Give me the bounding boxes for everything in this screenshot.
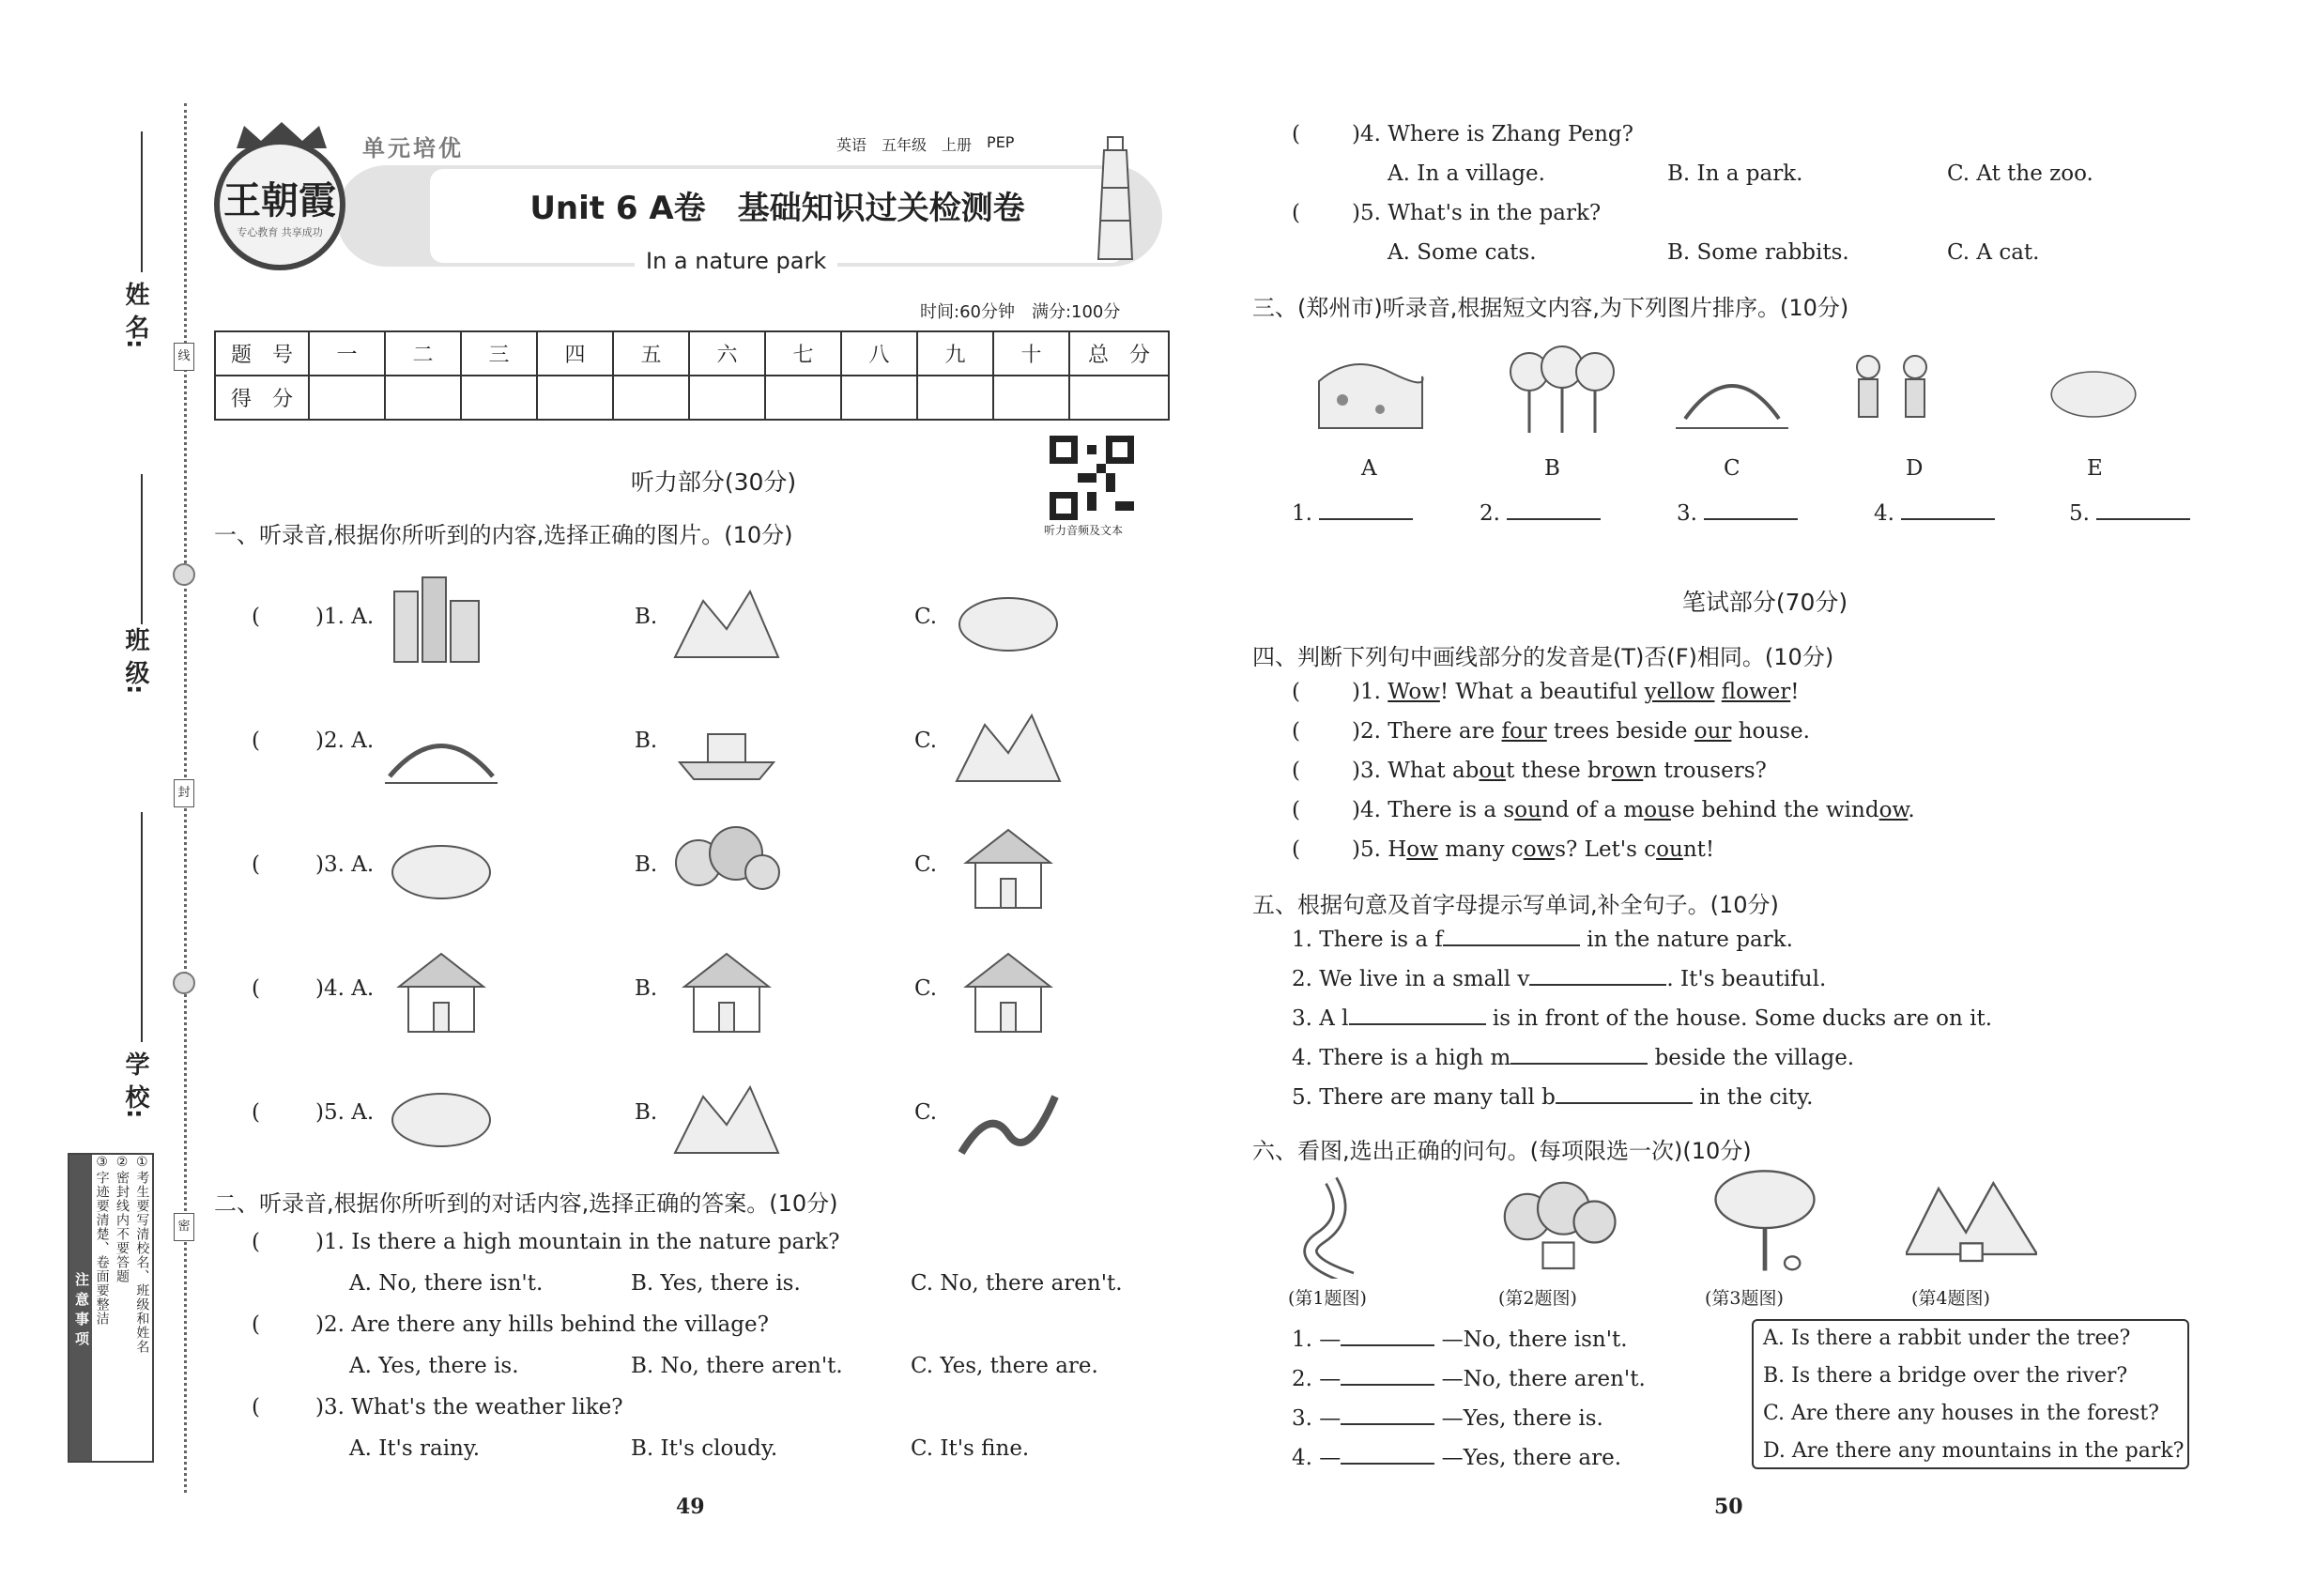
p2-q2-b[interactable]: B. No, there aren't. <box>631 1354 843 1378</box>
sentence-text: 3. A l <box>1292 1006 1349 1031</box>
p6-answer-row[interactable] <box>1292 1327 1628 1352</box>
answer-blank[interactable] <box>1510 1063 1648 1065</box>
part2-instruction: 二、听录音,根据你所听到的对话内容,选择正确的答案。(10分) <box>214 1190 838 1217</box>
p2-q1-b[interactable]: B. Yes, there is. <box>631 1271 801 1296</box>
part4-instruction: 四、判断下列句中画线部分的发音是(T)否(F)相同。(10分) <box>1252 644 1834 670</box>
answer-reply: —No, there aren't. <box>1434 1367 1646 1391</box>
sentence-text: 4. There is a high m <box>1292 1046 1511 1070</box>
score-header-cell: 十 <box>993 331 1069 376</box>
p4-paren: ( <box>1292 837 1300 862</box>
binding-hole-icon <box>173 563 195 586</box>
p2-q2-c[interactable]: C. Yes, there are. <box>911 1354 1098 1378</box>
sentence-text: ! What a beautiful <box>1439 680 1645 704</box>
underlined-part: ou <box>1644 798 1671 822</box>
score-cell[interactable] <box>689 376 765 420</box>
part6-instruction: 六、看图,选出正确的问句。(每项限选一次)(10分) <box>1252 1138 1752 1164</box>
p1-paren: ( <box>252 605 260 629</box>
sentence-text: trees beside <box>1546 719 1694 744</box>
picture-hills-icon <box>670 573 783 667</box>
answer-blank[interactable] <box>1529 984 1666 986</box>
picture-lake-icon <box>385 821 498 914</box>
picture-fish-bowl-icon <box>385 1068 498 1162</box>
score-header-cell: 题 号 <box>215 331 309 376</box>
p6-options-box <box>1752 1319 2189 1469</box>
p6-option-c: C. Are there any houses in the forest? <box>1763 1402 2159 1425</box>
p3-pic-c-bridge <box>1671 344 1793 437</box>
p5-sentence[interactable] <box>1292 1085 1813 1110</box>
p6-caption-3: (第3题图) <box>1705 1288 1784 1309</box>
answer-prefix: 2. — <box>1292 1367 1342 1391</box>
brand-sub: 专心教育 共享成功 <box>237 226 323 238</box>
part5-instruction: 五、根据句意及首字母提示写单词,补全句子。(10分) <box>1252 892 1779 918</box>
score-header-cell: 九 <box>917 331 993 376</box>
p1-option-c[interactable]: C. <box>914 605 938 629</box>
answer-reply: —Yes, there are. <box>1434 1446 1622 1470</box>
score-cell[interactable] <box>841 376 917 420</box>
p5-sentence[interactable] <box>1292 967 1826 991</box>
sentence-text: is in front of the house. Some ducks are on it. <box>1485 1006 1993 1031</box>
score-header-cell: 五 <box>613 331 689 376</box>
p6-caption-1: (第1题图) <box>1288 1288 1367 1309</box>
underlined-part: our <box>1694 719 1732 744</box>
p2-q4-a[interactable]: A. In a village. <box>1388 161 1545 186</box>
notes-title: 注意事项 <box>69 1155 92 1461</box>
score-header-cell: 八 <box>841 331 917 376</box>
p2-q2-paren: ( <box>252 1312 260 1337</box>
series-tag: 单元培优 <box>362 135 464 161</box>
picture-house-icon <box>952 821 1065 914</box>
meta-grade: 五年级 <box>882 136 928 154</box>
p4-paren: ( <box>1292 680 1300 704</box>
p1-option-b[interactable]: B. <box>635 852 658 877</box>
p6-pic4-mountains <box>1906 1164 2037 1279</box>
page-number-left: 49 <box>676 1495 705 1519</box>
p6-pic3-tree-rabbit <box>1699 1164 1831 1279</box>
p2-q5-c[interactable]: C. A cat. <box>1947 240 2040 265</box>
sentence-text: )4. There is a s <box>1352 798 1515 822</box>
underlined-part: ow <box>1878 798 1909 822</box>
p5-sentence[interactable] <box>1292 1006 1992 1031</box>
underlined-part: ou <box>1514 798 1541 822</box>
sentence-text: )5. H <box>1352 837 1407 862</box>
p2-q1[interactable]: )1. Is there a high mountain in the nature park? <box>315 1230 840 1254</box>
binding-hole-icon <box>173 972 195 994</box>
p1-paren: ( <box>252 852 260 877</box>
p6-pic1-river <box>1286 1175 1418 1279</box>
picture-mountain-village-icon <box>670 1068 783 1162</box>
score-header-cell: 四 <box>537 331 613 376</box>
p5-sentence[interactable] <box>1292 928 1793 952</box>
answer-blank[interactable] <box>1341 1384 1434 1386</box>
sentence-text: . It's beautiful. <box>1666 967 1827 991</box>
p1-option-b[interactable]: B. <box>635 976 658 1001</box>
p6-answer-row[interactable] <box>1292 1406 1603 1431</box>
p3-blank-num: 3. <box>1677 501 1697 526</box>
picture-bridge-over-river-icon <box>385 697 498 790</box>
answer-blank[interactable] <box>1556 1102 1693 1104</box>
p1-question-number[interactable]: )5. A. <box>315 1100 375 1125</box>
brand-name: 王朝霞 <box>223 178 336 223</box>
p1-option-c[interactable]: C. <box>914 1100 938 1125</box>
picture-house-with-panda-icon <box>670 944 783 1038</box>
sentence-text: )2. There are <box>1352 719 1502 744</box>
sentence-text: in the city. <box>1692 1085 1814 1110</box>
p2-q3-a[interactable]: A. It's rainy. <box>349 1436 481 1461</box>
meta-edition: PEP <box>987 133 1015 151</box>
sentence-text: . <box>1908 798 1915 822</box>
p3-label-e: E <box>2087 456 2103 481</box>
picture-forest-icon <box>670 821 783 914</box>
answer-blank[interactable] <box>1341 1344 1434 1346</box>
lighthouse-icon <box>1087 131 1143 263</box>
sentence-text: nd of a m <box>1541 798 1645 822</box>
p2-q3-paren: ( <box>252 1395 260 1420</box>
p6-answer-row[interactable] <box>1292 1446 1621 1470</box>
picture-house-with-dog-icon <box>952 944 1065 1038</box>
writing-title: 笔试部分(70分) <box>1681 589 1848 616</box>
qr-caption: 听力音频及文本 <box>1044 524 1124 537</box>
answer-prefix: 3. — <box>1292 1406 1342 1431</box>
p3-label-b: B <box>1544 456 1560 481</box>
score-cell[interactable] <box>613 376 689 420</box>
p1-option-c[interactable]: C. <box>914 976 938 1001</box>
p3-blank-5[interactable] <box>2069 501 2190 526</box>
p3-pic-a-landscape <box>1286 344 1455 437</box>
p3-pic-b-trees <box>1478 344 1647 437</box>
exam-header <box>214 120 1181 278</box>
p1-question-number[interactable]: )2. A. <box>315 729 375 753</box>
exam-title: Unit 6 A卷 基础知识过关检测卷 <box>529 190 1025 227</box>
p6-caption-2: (第2题图) <box>1498 1288 1577 1309</box>
p6-caption-4: (第4题图) <box>1911 1288 1990 1309</box>
picture-house-icon <box>385 944 498 1038</box>
name-label: 姓 名: <box>121 282 149 349</box>
p3-blank-3[interactable] <box>1677 501 1798 526</box>
sentence-text <box>1714 680 1721 704</box>
answer-reply: —No, there isn't. <box>1434 1327 1628 1352</box>
score-table <box>214 330 1170 421</box>
score-cell[interactable] <box>917 376 993 420</box>
p1-option-c[interactable]: C. <box>914 729 938 753</box>
sentence-text: )3. What ab <box>1352 759 1480 783</box>
p3-blank-2[interactable] <box>1480 501 1601 526</box>
sentence-text: s? Let's c <box>1555 837 1657 862</box>
answer-blank[interactable] <box>1349 1023 1486 1025</box>
seal-mark-line: 线 <box>174 343 194 371</box>
score-header-row <box>215 331 1169 376</box>
p2-q4-c[interactable]: C. At the zoo. <box>1947 161 2093 186</box>
score-row <box>215 376 1169 420</box>
name-line[interactable] <box>141 131 143 272</box>
underlined-part: Wow <box>1388 680 1440 704</box>
p2-q4[interactable]: )4. Where is Zhang Peng? <box>1352 122 1633 146</box>
meta-volume: 上册 <box>942 136 973 154</box>
p6-option-d: D. Are there any mountains in the park? <box>1763 1439 2185 1463</box>
score-header-cell: 七 <box>765 331 841 376</box>
p3-blank-num: 2. <box>1480 501 1500 526</box>
p2-q2[interactable]: )2. Are there any hills behind the village? <box>315 1312 769 1337</box>
note-item: ①考生要写清校名、班级和姓名 <box>134 1155 150 1354</box>
p2-q3-c[interactable]: C. It's fine. <box>911 1436 1030 1461</box>
sentence-text: )1. <box>1352 680 1388 704</box>
score-header-cell: 一 <box>309 331 385 376</box>
part3-instruction: 三、(郑州市)听录音,根据短文内容,为下列图片排序。(10分) <box>1252 295 1849 321</box>
p2-q4-b[interactable]: B. In a park. <box>1667 161 1803 186</box>
sentence-text: t these br <box>1506 759 1612 783</box>
p3-blank-num: 5. <box>2069 501 2090 526</box>
underlined-part: ow <box>1406 837 1438 862</box>
p2-q3[interactable]: )3. What's the weather like? <box>315 1395 623 1420</box>
p1-question-number[interactable]: )3. A. <box>315 852 375 877</box>
p3-blank-num: 4. <box>1874 501 1894 526</box>
school-line[interactable] <box>141 812 143 1042</box>
p4-sentence[interactable] <box>1352 719 1810 744</box>
qr-code-icon[interactable] <box>1050 436 1134 520</box>
underlined-part: yellow <box>1644 680 1715 704</box>
book-meta <box>836 133 1014 155</box>
p3-blank-4[interactable] <box>1874 501 1995 526</box>
score-header-cell: 二 <box>385 331 461 376</box>
sentence-text: many c <box>1437 837 1524 862</box>
picture-river-path-icon <box>952 1068 1065 1162</box>
picture-city-buildings-icon <box>385 573 498 667</box>
sentence-text: house. <box>1731 719 1810 744</box>
p3-pic-e-lake <box>2009 357 2178 432</box>
p1-option-b[interactable]: B. <box>635 729 658 753</box>
p4-paren: ( <box>1292 798 1300 822</box>
sentence-text: n trousers? <box>1643 759 1767 783</box>
p3-label-a: A <box>1361 456 1377 481</box>
p1-question-number[interactable]: )4. A. <box>315 976 375 1001</box>
score-header-cell: 总 分 <box>1069 331 1169 376</box>
answer-reply: —Yes, there is. <box>1434 1406 1603 1431</box>
listening-title: 听力部分(30分) <box>630 468 797 496</box>
p1-paren: ( <box>252 1100 260 1125</box>
sentence-text: 1. There is a f <box>1292 928 1443 952</box>
answer-blank[interactable] <box>1443 944 1580 946</box>
p2-q5-b[interactable]: B. Some rabbits. <box>1667 240 1849 265</box>
p1-option-c[interactable]: C. <box>914 852 938 877</box>
score-header-cell: 三 <box>461 331 537 376</box>
p3-label-d: D <box>1906 456 1924 481</box>
p2-q4-paren: ( <box>1292 122 1300 146</box>
score-header-cell: 六 <box>689 331 765 376</box>
p3-label-c: C <box>1724 456 1740 481</box>
p3-pic-d-children <box>1831 344 1953 437</box>
sentence-text: 5. There are many tall b <box>1292 1085 1556 1110</box>
p5-sentence[interactable] <box>1292 1046 1854 1070</box>
note-item: ③字迹要清楚、卷面要整洁 <box>94 1155 110 1326</box>
time-info: 时间:60分钟 满分:100分 <box>920 302 1121 322</box>
score-cell[interactable] <box>461 376 537 420</box>
score-cell[interactable] <box>1069 376 1169 420</box>
p4-sentence[interactable] <box>1352 759 1767 783</box>
sentence-text: beside the village. <box>1648 1046 1855 1070</box>
p4-sentence[interactable] <box>1352 798 1915 822</box>
p2-q5-a[interactable]: A. Some cats. <box>1388 240 1537 265</box>
p4-sentence[interactable] <box>1352 837 1714 862</box>
underlined-part: ow <box>1523 837 1556 862</box>
p3-blank-1[interactable] <box>1292 501 1413 526</box>
p1-question-number[interactable]: )1. A. <box>315 605 375 629</box>
underlined-part: ou <box>1479 759 1507 783</box>
score-cell[interactable] <box>309 376 385 420</box>
p4-paren: ( <box>1292 719 1300 744</box>
sentence-text: 2. We live in a small v <box>1292 967 1530 991</box>
p2-q1-c[interactable]: C. No, there aren't. <box>911 1271 1123 1296</box>
picture-mountain-village-icon <box>952 697 1065 790</box>
answer-prefix: 4. — <box>1292 1446 1342 1470</box>
p2-q1-paren: ( <box>252 1230 260 1254</box>
answer-prefix: 1. — <box>1292 1327 1342 1352</box>
exam-subtitle: In a nature park <box>635 248 837 274</box>
picture-boat-icon <box>670 697 783 790</box>
answer-blank[interactable] <box>1341 1463 1434 1465</box>
score-cell[interactable] <box>537 376 613 420</box>
sentence-text: ! <box>1790 680 1800 704</box>
p1-option-b[interactable]: B. <box>635 605 658 629</box>
p6-pic2-forest <box>1493 1175 1624 1279</box>
p2-q1-a[interactable]: A. No, there isn't. <box>349 1271 544 1296</box>
score-cell[interactable] <box>385 376 461 420</box>
page-number-right: 50 <box>1714 1495 1743 1519</box>
p6-option-a: A. Is there a rabbit under the tree? <box>1763 1327 2131 1350</box>
p4-sentence[interactable] <box>1352 680 1800 704</box>
score-cell[interactable] <box>765 376 841 420</box>
picture-lake-with-boats-icon <box>952 573 1065 667</box>
p1-paren: ( <box>252 729 260 753</box>
p2-q3-b[interactable]: B. It's cloudy. <box>631 1436 778 1461</box>
p4-paren: ( <box>1292 759 1300 783</box>
score-label: 得 分 <box>215 376 309 420</box>
underlined-part: ow <box>1611 759 1644 783</box>
seal-mark-seal: 封 <box>174 779 194 807</box>
p1-paren: ( <box>252 976 260 1001</box>
answer-blank[interactable] <box>1341 1423 1434 1425</box>
school-label: 学 校: <box>121 1051 149 1119</box>
underlined-part: flower <box>1721 680 1791 704</box>
p3-blank-num: 1. <box>1292 501 1312 526</box>
p1-option-b[interactable]: B. <box>635 1100 658 1125</box>
seal-mark-close: 密 <box>174 1213 194 1241</box>
p6-option-b: B. Is there a bridge over the river? <box>1763 1364 2128 1388</box>
underlined-part: ou <box>1656 837 1683 862</box>
meta-subject: 英语 <box>836 136 867 154</box>
p2-q5-paren: ( <box>1292 201 1300 225</box>
p2-q5[interactable]: )5. What's in the park? <box>1352 201 1602 225</box>
score-cell[interactable] <box>993 376 1069 420</box>
sentence-text: se behind the wind <box>1670 798 1879 822</box>
sentence-text: nt! <box>1682 837 1715 862</box>
part1-instruction: 一、听录音,根据你所听到的内容,选择正确的图片。(10分) <box>214 522 793 548</box>
sentence-text: in the nature park. <box>1579 928 1793 952</box>
p2-q2-a[interactable]: A. Yes, there is. <box>349 1354 519 1378</box>
class-label: 班 级: <box>121 627 149 695</box>
note-item: ②密封线内不要答题 <box>114 1155 130 1283</box>
p6-answer-row[interactable] <box>1292 1367 1646 1391</box>
class-line[interactable] <box>141 474 143 624</box>
notes-box <box>68 1153 154 1463</box>
brand-logo <box>214 139 345 270</box>
underlined-part: four <box>1501 719 1547 744</box>
